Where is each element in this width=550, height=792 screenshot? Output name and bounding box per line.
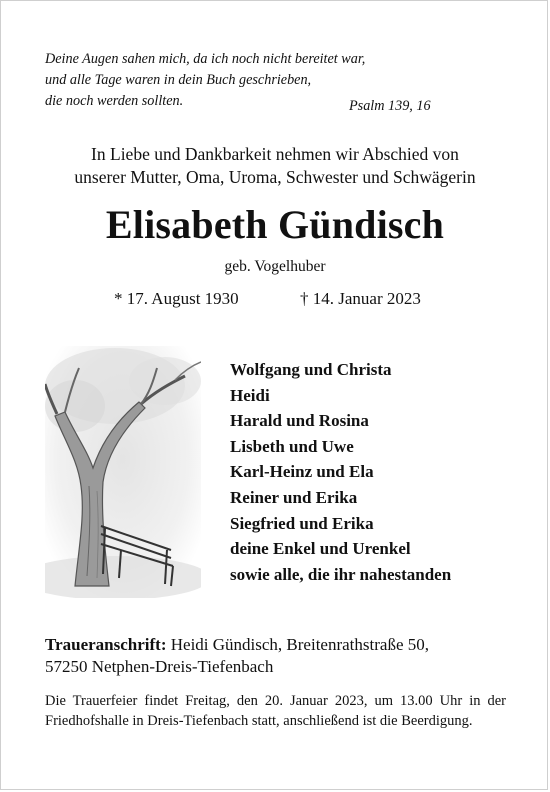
bible-verse — [45, 49, 365, 112]
verse-reference: Psalm 139, 16 — [349, 98, 431, 114]
tree-and-bench-illustration — [45, 346, 201, 598]
mourning-address — [45, 634, 429, 678]
verse-line: und alle Tage waren in dein Buch geschrieben, — [45, 72, 312, 88]
funeral-service-info: Die Trauerfeier findet Freitag, den 20. Januar 2023, um 13.00 Uhr in der Friedhofshalle in Dreis-Tiefenbach statt, anschließend ist die Beerdigung. — [45, 693, 506, 729]
mourner-entry: Siegfried und Erika — [230, 513, 374, 533]
mourners-list — [230, 357, 451, 587]
mourner-entry: Reiner und Erika — [230, 487, 358, 507]
mourner-entry: deine Enkel und Urenkel — [230, 539, 411, 559]
intro-line: In Liebe und Dankbarkeit nehmen wir Abschied von — [91, 144, 459, 164]
address-line: Heidi Gündisch, Breitenrathstraße 50, — [170, 635, 429, 654]
address-line: 57250 Netphen-Dreis-Tiefenbach — [45, 657, 274, 676]
mourner-entry: Karl-Heinz und Ela — [230, 462, 374, 482]
deceased-name: Elisabeth Gündisch — [105, 202, 445, 247]
birth-date: * 17. August 1930 — [114, 289, 239, 308]
death-date: † 14. Januar 2023 — [300, 289, 421, 308]
maiden-name: geb. Vogelhuber — [224, 258, 326, 275]
verse-line: die noch werden sollten. — [45, 93, 184, 109]
address-label: Traueranschrift: — [45, 635, 167, 654]
intro-line: unserer Mutter, Oma, Uroma, Schwester und Schwägerin — [74, 167, 476, 187]
mourner-entry: sowie alle, die ihr nahestanden — [230, 564, 452, 584]
mourner-entry: Harald und Rosina — [230, 411, 369, 431]
mourner-entry: Wolfgang und Christa — [230, 360, 392, 379]
farewell-intro — [1, 143, 549, 189]
verse-line: Deine Augen sahen mich, da ich noch nicht bereitet war, — [45, 51, 366, 67]
mourner-entry: Heidi — [230, 385, 270, 405]
mourner-entry: Lisbeth und Uwe — [230, 436, 354, 456]
